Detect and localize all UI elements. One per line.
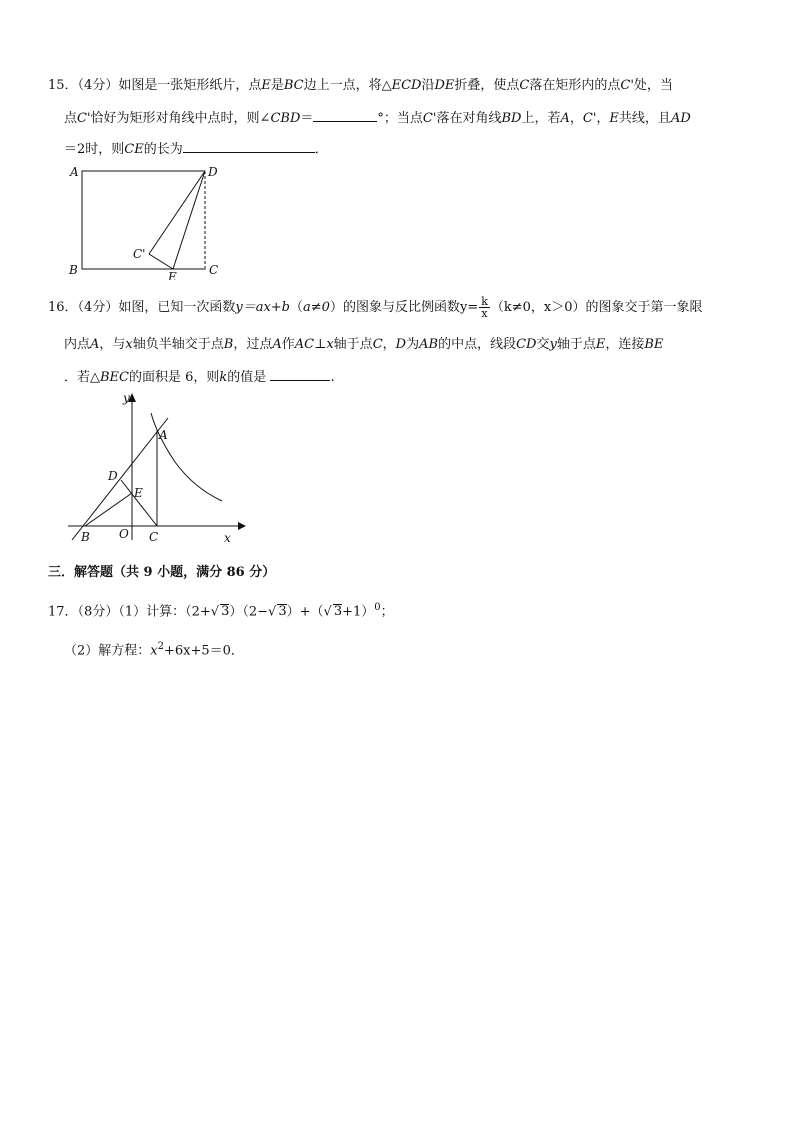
question-score: （4分） — [77, 300, 119, 315]
question-number: 15． — [48, 78, 78, 93]
q15-line-1: 15．（4分）如图是一张矩形纸片，点E是BC边上一点，将△ECD沿DE折叠，使点C落在矩形内的点C'处，当 — [48, 78, 673, 93]
q15-line-3: ＝2时，则CE的长为 ． — [64, 138, 328, 160]
segment-c-prime-e — [149, 254, 173, 269]
q16-figure — [60, 390, 250, 550]
label-O: O — [119, 527, 129, 541]
label-A: A — [70, 165, 79, 179]
label-y: y — [123, 391, 130, 405]
q16-line-3: ．若△BEC的面积是 6，则k的值是 . — [64, 366, 335, 388]
answer-blank-1[interactable] — [313, 107, 377, 122]
question-number: 16． — [48, 300, 78, 315]
question-score: （4分） — [77, 78, 119, 93]
q16-line-1: 16．（4分）如图，已知一次函数y＝ax+b（a≠0）的图象与反比例函数y= $\frac{k}{x}$ （k≠0，x＞0）的图象交于第一象限 — [48, 295, 703, 320]
q16-line-2: 内点A，与x轴负半轴交于点B，过点A作AC⊥x轴于点C，D为AB的中点，线段CD交y轴于点E，连接BE — [64, 337, 664, 352]
label-C: C — [149, 530, 159, 544]
q15-figure — [60, 160, 230, 280]
label-C: C — [209, 263, 219, 277]
label-D: D — [108, 469, 118, 483]
q17-line-2: （2）解方程：$x^2+6x+5=0$． — [64, 641, 244, 659]
question-score: （8分） — [77, 604, 119, 620]
segment-be — [85, 493, 132, 526]
label-C-prime: C' — [133, 247, 146, 261]
label-E: E — [168, 270, 177, 280]
label-A: A — [159, 428, 168, 442]
q15-line-2: 点C'恰好为矩形对角线中点时，则∠CBD＝ °；当点C'落在对角线BD上，若A，C'，E共线，且AD — [64, 107, 691, 129]
x-axis-arrow-icon — [238, 522, 246, 530]
segment-de — [173, 171, 205, 269]
answer-blank-2[interactable] — [183, 138, 315, 153]
label-B: B — [69, 263, 78, 277]
segment-dc-prime — [149, 171, 205, 254]
section-heading: 三．解答题（共 9 小题，满分 86 分） — [48, 565, 276, 580]
fraction-k-over-x: $\frac{k}{x}$ — [481, 295, 488, 320]
answer-blank-3[interactable] — [270, 366, 330, 381]
label-E: E — [134, 486, 143, 500]
label-D: D — [208, 165, 218, 179]
q17-line-1: 17．（8分）（1）计算：（2+√ 3）（2−√ 3）+（√ 3+1）$^0$； — [48, 602, 394, 620]
label-B: B — [81, 530, 90, 544]
question-number: 17． — [48, 604, 78, 620]
label-x: x — [224, 531, 231, 545]
